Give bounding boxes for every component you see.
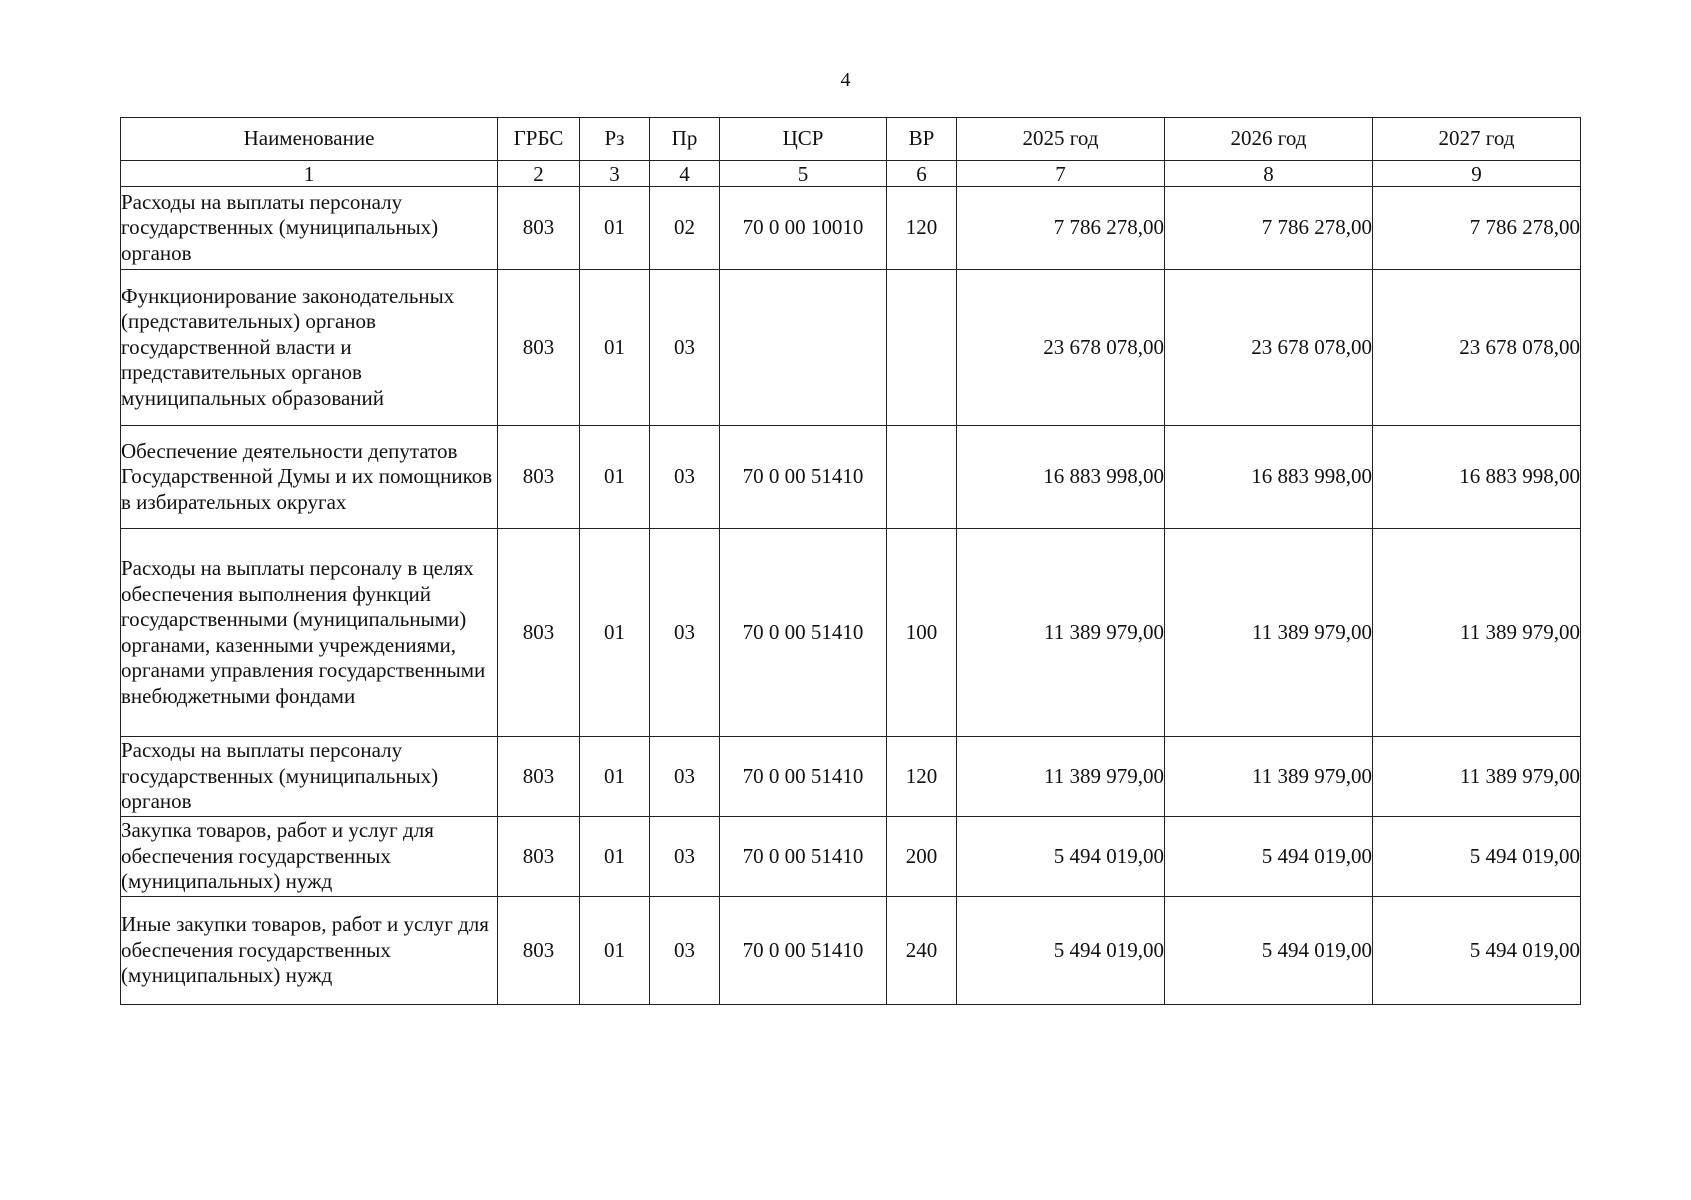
row-pr: 03 [650, 737, 720, 817]
row-grbs: 803 [498, 187, 580, 270]
row-amount-2026: 11 389 979,00 [1165, 737, 1373, 817]
row-rz: 01 [580, 897, 650, 1005]
row-pr: 02 [650, 187, 720, 270]
row-name: Закупка товаров, работ и услуг для обеспечения государственных (муниципальных) нужд [121, 817, 498, 897]
header-csr: ЦСР [720, 118, 887, 161]
row-amount-2026: 5 494 019,00 [1165, 897, 1373, 1005]
row-grbs: 803 [498, 897, 580, 1005]
header-vr: ВР [887, 118, 957, 161]
row-name: Функционирование законодательных (представительных) органов государственной власти и представительных органов муниципальных образований [121, 270, 498, 426]
row-amount-2027: 11 389 979,00 [1373, 529, 1581, 737]
row-amount-2027: 11 389 979,00 [1373, 737, 1581, 817]
table-row [121, 187, 1581, 270]
column-number: 1 [121, 161, 498, 187]
header-row [121, 118, 1581, 161]
row-amount-2027: 5 494 019,00 [1373, 897, 1581, 1005]
row-rz: 01 [580, 529, 650, 737]
row-grbs: 803 [498, 426, 580, 529]
row-amount-2025: 11 389 979,00 [957, 737, 1165, 817]
header-2026: 2026 год [1165, 118, 1373, 161]
row-amount-2025: 11 389 979,00 [957, 529, 1165, 737]
row-rz: 01 [580, 426, 650, 529]
row-csr [720, 270, 887, 426]
row-amount-2026: 16 883 998,00 [1165, 426, 1373, 529]
header-grbs: ГРБС [498, 118, 580, 161]
column-number: 7 [957, 161, 1165, 187]
row-csr: 70 0 00 51410 [720, 817, 887, 897]
row-vr: 100 [887, 529, 957, 737]
row-csr: 70 0 00 51410 [720, 426, 887, 529]
row-vr [887, 270, 957, 426]
row-vr [887, 426, 957, 529]
row-pr: 03 [650, 817, 720, 897]
row-grbs: 803 [498, 817, 580, 897]
row-grbs: 803 [498, 737, 580, 817]
budget-table [120, 117, 1581, 1005]
row-vr: 240 [887, 897, 957, 1005]
table-row [121, 897, 1581, 1005]
row-name: Расходы на выплаты персоналу государственных (муниципальных) органов [121, 737, 498, 817]
row-name: Иные закупки товаров, работ и услуг для обеспечения государственных (муниципальных) нужд [121, 897, 498, 1005]
header-pr: Пр [650, 118, 720, 161]
row-csr: 70 0 00 51410 [720, 737, 887, 817]
row-csr: 70 0 00 10010 [720, 187, 887, 270]
row-vr: 120 [887, 187, 957, 270]
row-rz: 01 [580, 187, 650, 270]
page-number: 4 [840, 69, 851, 91]
row-amount-2026: 5 494 019,00 [1165, 817, 1373, 897]
row-amount-2025: 23 678 078,00 [957, 270, 1165, 426]
row-pr: 03 [650, 529, 720, 737]
row-name: Расходы на выплаты персоналу государственных (муниципальных) органов [121, 187, 498, 270]
row-csr: 70 0 00 51410 [720, 529, 887, 737]
column-number-row [121, 161, 1581, 187]
header-2025: 2025 год [957, 118, 1165, 161]
row-amount-2027: 7 786 278,00 [1373, 187, 1581, 270]
row-amount-2026: 23 678 078,00 [1165, 270, 1373, 426]
row-pr: 03 [650, 270, 720, 426]
row-amount-2025: 5 494 019,00 [957, 897, 1165, 1005]
row-amount-2025: 16 883 998,00 [957, 426, 1165, 529]
row-amount-2027: 5 494 019,00 [1373, 817, 1581, 897]
column-number: 4 [650, 161, 720, 187]
table-row [121, 529, 1581, 737]
row-grbs: 803 [498, 529, 580, 737]
column-number: 3 [580, 161, 650, 187]
row-amount-2025: 5 494 019,00 [957, 817, 1165, 897]
row-amount-2027: 16 883 998,00 [1373, 426, 1581, 529]
row-amount-2025: 7 786 278,00 [957, 187, 1165, 270]
row-pr: 03 [650, 897, 720, 1005]
column-number: 2 [498, 161, 580, 187]
header-2027: 2027 год [1373, 118, 1581, 161]
row-csr: 70 0 00 51410 [720, 897, 887, 1005]
table-row [121, 270, 1581, 426]
row-amount-2026: 7 786 278,00 [1165, 187, 1373, 270]
table-row [121, 426, 1581, 529]
header-rz: Рз [580, 118, 650, 161]
row-vr: 200 [887, 817, 957, 897]
row-rz: 01 [580, 737, 650, 817]
row-name: Расходы на выплаты персоналу в целях обеспечения выполнения функций государственными (муниципальными) органами, казенными учреждениями, органами управления государственными внебюджетными фондами [121, 529, 498, 737]
table-row [121, 737, 1581, 817]
column-number: 6 [887, 161, 957, 187]
row-amount-2027: 23 678 078,00 [1373, 270, 1581, 426]
table-row [121, 817, 1581, 897]
row-name: Обеспечение деятельности депутатов Государственной Думы и их помощников в избирательных округах [121, 426, 498, 529]
column-number: 5 [720, 161, 887, 187]
column-number: 8 [1165, 161, 1373, 187]
row-amount-2026: 11 389 979,00 [1165, 529, 1373, 737]
row-pr: 03 [650, 426, 720, 529]
header-name: Наименование [121, 118, 498, 161]
row-rz: 01 [580, 817, 650, 897]
row-rz: 01 [580, 270, 650, 426]
column-number: 9 [1373, 161, 1581, 187]
row-vr: 120 [887, 737, 957, 817]
row-grbs: 803 [498, 270, 580, 426]
